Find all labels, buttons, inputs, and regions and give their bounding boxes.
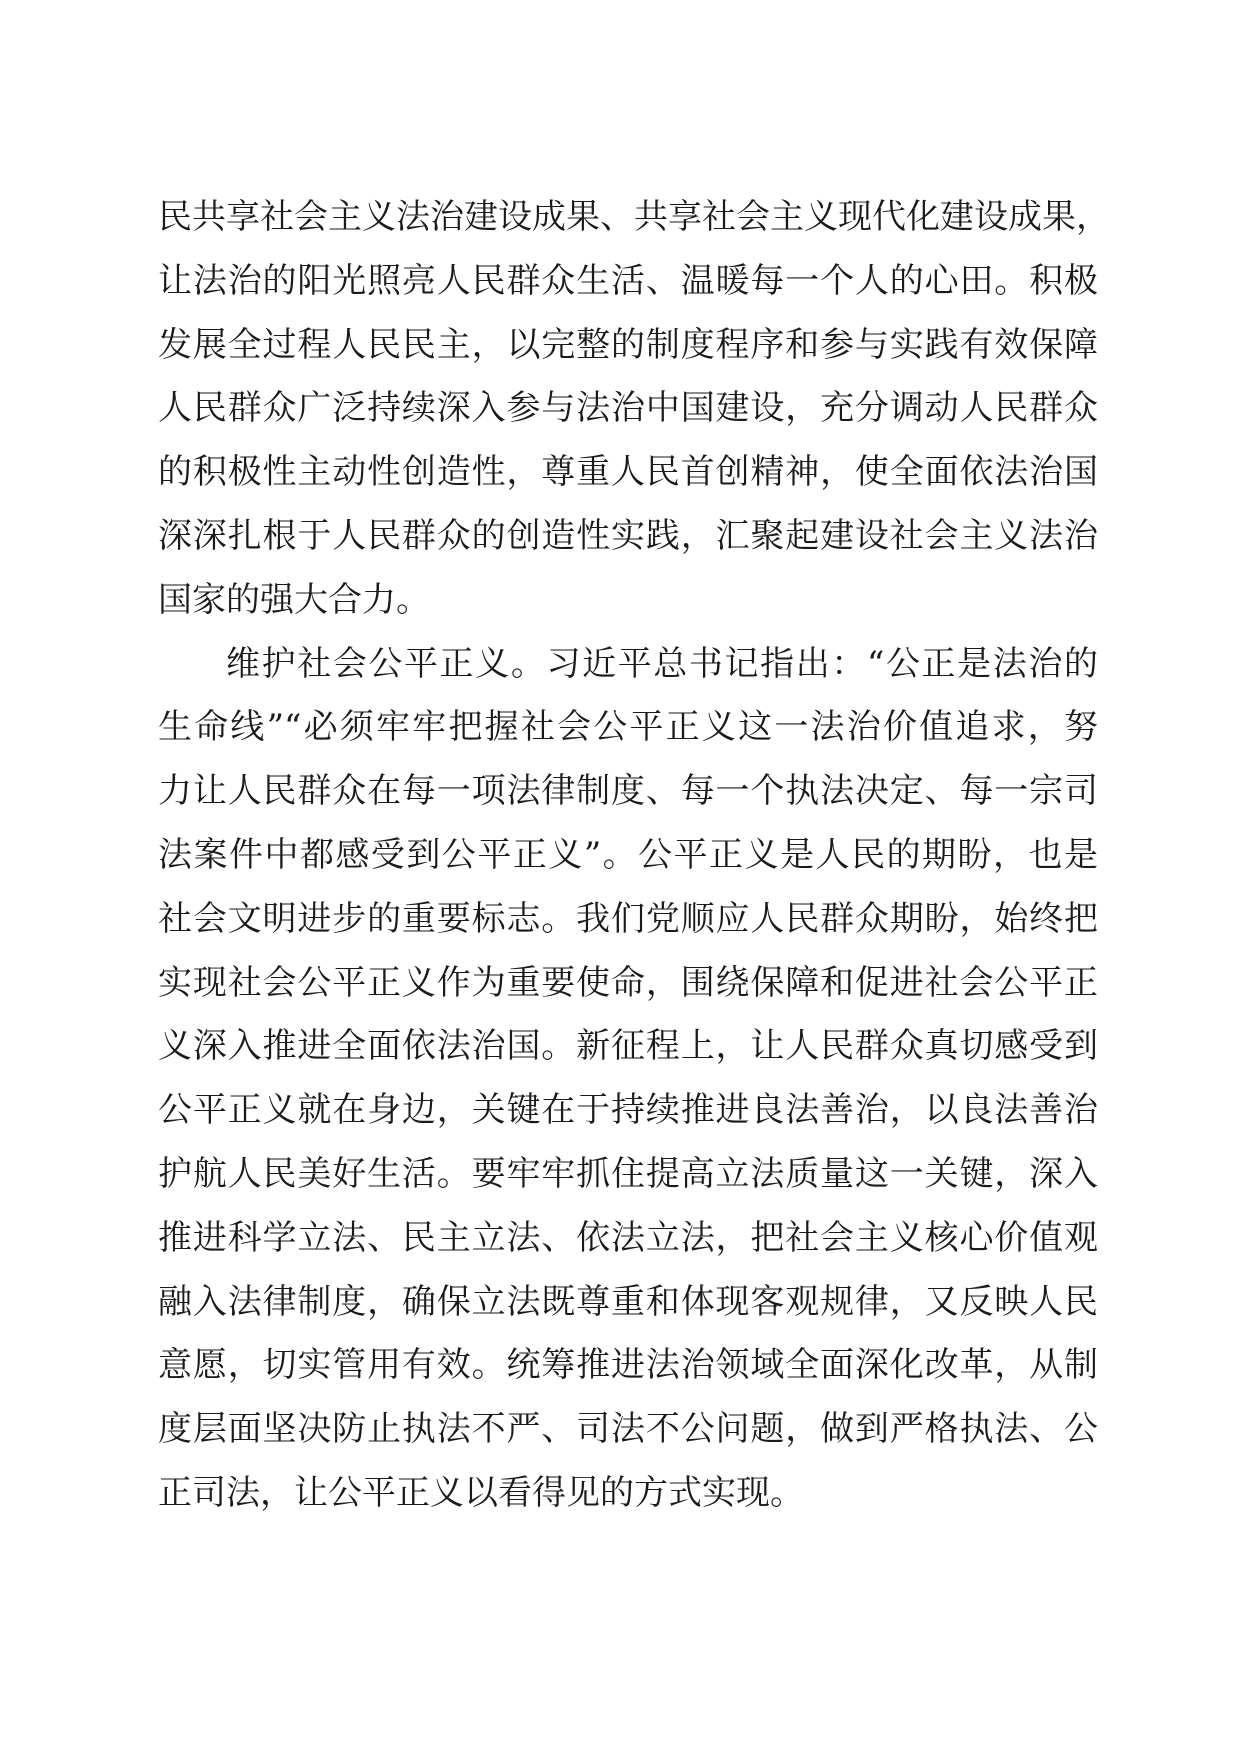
text-line: 国家的强大合力。 (158, 579, 430, 620)
text-line: 维护社会公平正义。习近平总书记指出：“公正是法治的 (226, 643, 1098, 684)
text-line: 让法治的阳光照亮人民群众生活、温暖每一个人的心田。积极 (158, 260, 1098, 301)
text-line: 法案件中都感受到公平正义”。公平正义是人民的期盼，也是 (158, 834, 1098, 875)
text-line: 意愿，切实管用有效。统筹推进法治领域全面深化改革，从制 (158, 1345, 1098, 1386)
text-line: 深深扎根于人民群众的创造性实践，汇聚起建设社会主义法治 (158, 515, 1098, 556)
text-line: 义深入推进全面依法治国。新征程上，让人民群众真切感受到 (158, 1026, 1098, 1067)
text-line: 人民群众广泛持续深入参与法治中国建设，充分调动人民群众 (158, 388, 1098, 429)
text-line: 公平正义就在身边，关键在于持续推进良法善治，以良法善治 (158, 1090, 1098, 1131)
text-line: 融入法律制度，确保立法既尊重和体现客观规律，又反映人民 (158, 1281, 1098, 1322)
text-line: 的积极性主动性创造性，尊重人民首创精神，使全面依法治国 (158, 452, 1098, 493)
text-line: 社会文明进步的重要标志。我们党顺应人民群众期盼，始终把 (158, 898, 1098, 939)
text-line: 生命线”“必须牢牢把握社会公平正义这一法治价值追求，努 (158, 707, 1098, 748)
paragraph-2 (158, 633, 1098, 1526)
text-line: 力让人民群众在每一项法律制度、每一个执法决定、每一宗司 (158, 771, 1098, 812)
text-line: 度层面坚决防止执法不严、司法不公问题，做到严格执法、公 (158, 1409, 1098, 1450)
text-line: 推进科学立法、民主立法、依法立法，把社会主义核心价值观 (158, 1217, 1098, 1258)
text-line: 护航人民美好生活。要牢牢抓住提高立法质量这一关键，深入 (158, 1153, 1098, 1194)
text-line: 发展全过程人民民主，以完整的制度程序和参与实践有效保障 (158, 324, 1098, 365)
text-line: 实现社会公平正义作为重要使命，围绕保障和促进社会公平正 (158, 962, 1098, 1003)
paragraph-1 (158, 186, 1110, 633)
document-body (158, 186, 1110, 1526)
text-line: 正司法，让公平正义以看得见的方式实现。 (158, 1472, 804, 1513)
text-line: 民共享社会主义法治建设成果、共享社会主义现代化建设成果， (158, 197, 1110, 237)
